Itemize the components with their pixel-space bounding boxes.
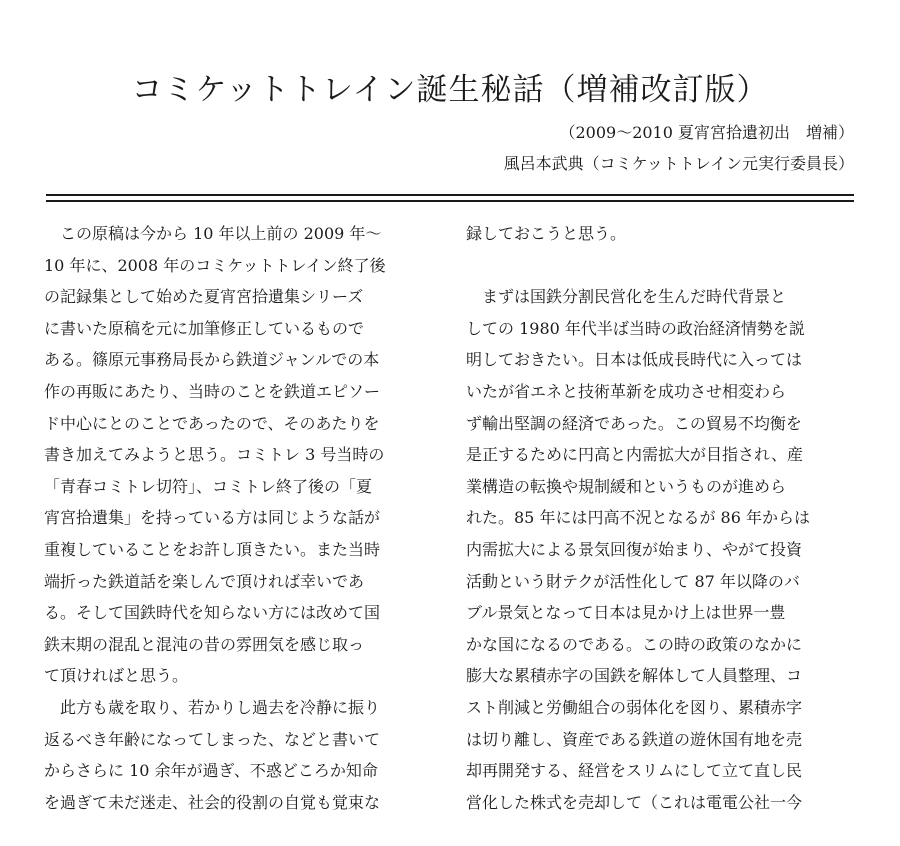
text-line: しての 1980 年代半ば当時の政治経済情勢を説 [466, 318, 805, 338]
author-line: 風呂本武典（コミケットトレイン元実行委員長） [503, 154, 854, 173]
text-line: 端折った鉄道話を楽しんで頂ければ幸いであ [44, 571, 365, 591]
text-line: ある。篠原元事務局長から鉄道ジャンルでの本 [44, 350, 380, 370]
text-line: の記録集として始めた夏宵宮拾遺集シリーズ [44, 287, 364, 307]
text-line: 却再開発する、経営をスリムにして立て直し民 [466, 761, 803, 781]
double-rule-bottom [46, 200, 854, 202]
text-line: 活動という財テクが活性化して 87 年以降のバ [466, 571, 800, 591]
text-line: 是正するために円高と内需拡大が目指され、産 [466, 445, 803, 465]
text-line: 膨大な累積赤字の国鉄を解体して人員整理、コ [466, 666, 803, 686]
text-line: いたが省エネと技術革新を成功させ相変わら [466, 381, 787, 401]
document-title: コミケットトレイン誕生秘話（増補改訂版） [131, 72, 769, 108]
text-line: る。そして国鉄時代を知らない方には改めて国 [44, 603, 381, 623]
source-note: （2009～2010 夏宵宮拾遺初出 増補） [559, 123, 854, 142]
text-line: 返るべき年齢になってしまった、などと書いて [44, 729, 381, 749]
text-line: れた。85 年には円高不況となるが 86 年からは [466, 508, 810, 528]
text-line: 作の再販にあたり、当時のことを鉄道エピソー [44, 381, 381, 401]
text-line: ブル景気となって日本は見かけ上は世界一豊 [466, 603, 786, 623]
text-line: 業構造の転換や規制緩和というものが進めら [466, 476, 787, 496]
text-line: 此方も歳を取り、若かりし過去を冷静に振り [44, 697, 381, 717]
text-line: 営化した株式を売却して（これは電電公社一今 [466, 792, 803, 812]
text-line: 「青春コミトレ切符」、コミトレ終了後の「夏 [44, 476, 373, 496]
text-line: かな国になるのである。この時の政策のなかに [466, 634, 803, 654]
text-line: 重複していることをお許し頂きたい。また当時 [44, 539, 381, 559]
text-line: ド中心にとのことであったので、そのあたりを [44, 413, 380, 433]
text-line: て頂ければと思う。 [44, 666, 189, 686]
text-line: に書いた原稿を元に加筆修正しているもので [44, 318, 365, 338]
text-line: は切り離し、資産である鉄道の遊休国有地を売 [466, 729, 803, 749]
text-line: からさらに 10 余年が過ぎ、不惑どころか知命 [44, 761, 378, 781]
text-line: ず輸出堅調の経済であった。この貿易不均衡を [466, 413, 802, 433]
text-line: まずは国鉄分割民営化を生んだ時代背景と [466, 287, 787, 307]
paragraph-gap [466, 250, 834, 282]
text-line: 書き加えてみようと思う。コミトレ 3 号当時の [44, 445, 385, 465]
text-line: 10 年に、2008 年のコミケットトレイン終了後 [44, 255, 386, 275]
right-column [466, 218, 834, 818]
text-line: 録しておこうと思う。 [466, 224, 627, 243]
text-line: この原稿は今から 10 年以上前の 2009 年～ [44, 224, 382, 243]
text-line: 鉄末期の混乱と混沌の昔の雰囲気を感じ取っ [44, 634, 365, 654]
text-line: 内需拡大による景気回復が始まり、やがて投資 [466, 539, 803, 559]
text-line: スト削減と労働組合の弱体化を図り、累積赤字 [466, 697, 803, 717]
text-line: を過ぎて未だ迷走、社会的役割の自覚も覚束な [44, 792, 381, 812]
text-line: 宵宮拾遺集」を持っている方は同じような話が [44, 508, 381, 528]
text-line: 明しておきたい。日本は低成長時代に入っては [466, 350, 803, 370]
left-column [44, 218, 412, 818]
double-rule-top [46, 194, 854, 196]
